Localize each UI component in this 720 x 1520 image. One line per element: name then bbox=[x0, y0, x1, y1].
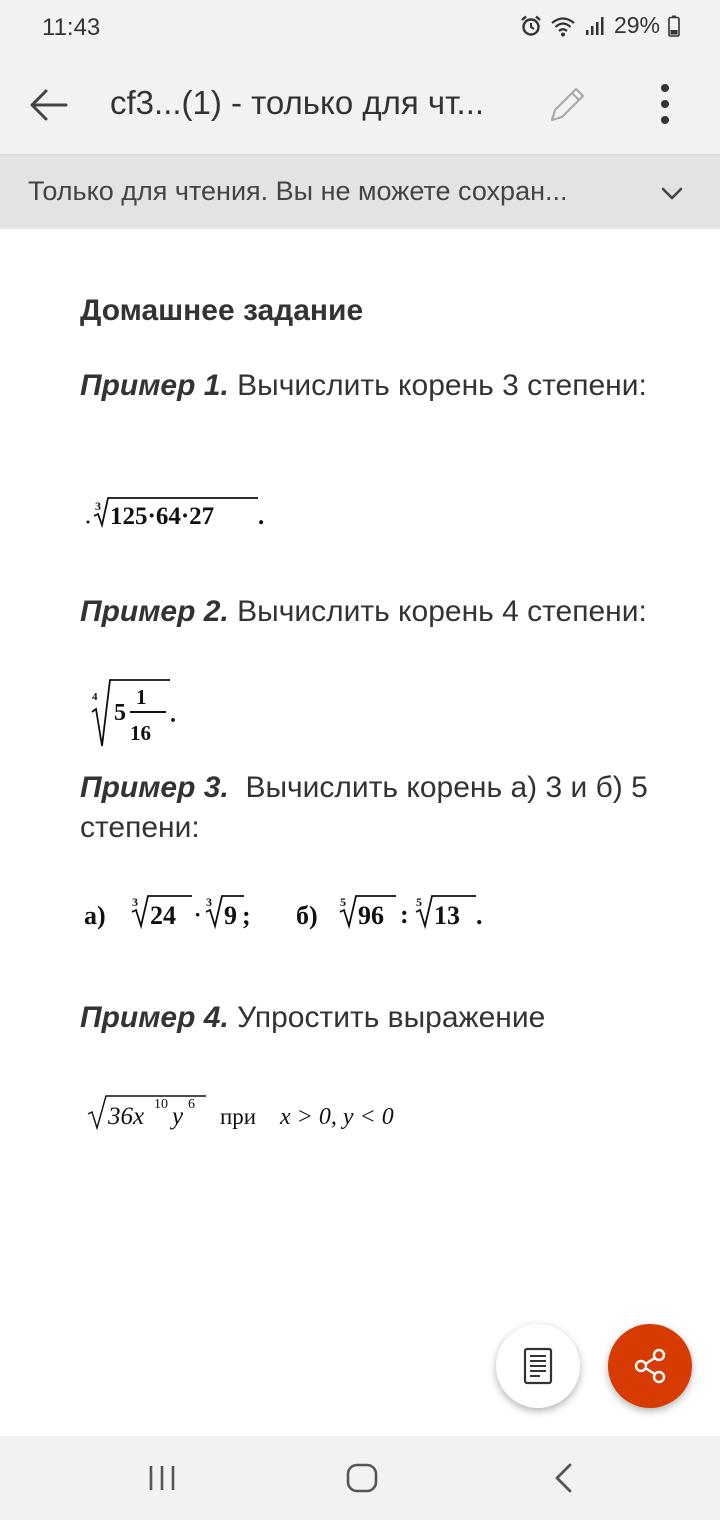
example-2 bbox=[80, 592, 650, 632]
pencil-icon[interactable] bbox=[546, 82, 590, 126]
svg-text::: : bbox=[400, 900, 409, 929]
svg-text:5: 5 bbox=[114, 700, 126, 726]
formula-1 bbox=[86, 492, 276, 537]
signal-icon bbox=[584, 15, 606, 37]
back-nav-icon[interactable] bbox=[544, 1458, 584, 1498]
svg-text:1: 1 bbox=[136, 685, 147, 709]
document-heading: Домашнее задание bbox=[80, 294, 364, 327]
svg-text:3: 3 bbox=[95, 499, 101, 513]
svg-text:3: 3 bbox=[132, 895, 138, 909]
share-icon bbox=[630, 1346, 670, 1386]
home-icon[interactable] bbox=[342, 1458, 382, 1498]
share-button[interactable] bbox=[608, 1324, 692, 1408]
reader-view-icon bbox=[523, 1347, 553, 1385]
svg-text:.: . bbox=[258, 503, 265, 530]
svg-text:6: 6 bbox=[188, 1097, 195, 1112]
battery-percent: 29% bbox=[613, 12, 660, 38]
svg-text:;: ; bbox=[242, 901, 251, 930]
svg-text:5: 5 bbox=[340, 895, 346, 909]
system-nav-bar bbox=[0, 1436, 720, 1520]
cube-root-formula bbox=[86, 492, 276, 532]
fourth-root-formula bbox=[90, 676, 200, 750]
svg-text:96: 96 bbox=[358, 901, 384, 930]
status-time: 11:43 bbox=[42, 14, 101, 41]
formula-2 bbox=[90, 676, 200, 755]
svg-text:36x: 36x bbox=[108, 1103, 145, 1130]
svg-text:125·64·27: 125·64·27 bbox=[110, 503, 215, 530]
example-text: Вычислить корень а) 3 и б) 5 степени: bbox=[80, 771, 657, 844]
battery-icon bbox=[668, 15, 680, 37]
example-4 bbox=[80, 998, 650, 1038]
formula-4 bbox=[84, 1086, 444, 1141]
svg-text:3: 3 bbox=[206, 895, 212, 909]
svg-text:y: y bbox=[172, 1103, 184, 1130]
arrow-left-icon[interactable] bbox=[26, 82, 72, 128]
svg-text:9: 9 bbox=[224, 901, 237, 930]
chevron-down-icon[interactable] bbox=[656, 177, 688, 209]
svg-text:10: 10 bbox=[154, 1097, 168, 1112]
svg-text:16: 16 bbox=[130, 721, 151, 745]
example-label: Пример 3. bbox=[80, 771, 229, 804]
more-vertical-icon[interactable] bbox=[650, 80, 680, 130]
status-bar bbox=[0, 0, 720, 56]
svg-text:б): б) bbox=[296, 901, 318, 930]
example-text: Вычислить корень 4 степени: bbox=[228, 595, 647, 628]
read-only-message: Только для чтения. Вы не можете сохран... bbox=[28, 176, 568, 206]
svg-text:5: 5 bbox=[416, 895, 422, 909]
svg-text:.: . bbox=[476, 901, 483, 930]
example-text: Вычислить корень 3 степени: bbox=[228, 369, 647, 402]
svg-text:а): а) bbox=[84, 901, 106, 930]
read-only-banner[interactable] bbox=[0, 155, 720, 229]
roots-product-formula bbox=[84, 886, 524, 936]
simplify-root-formula bbox=[84, 1086, 444, 1136]
svg-text:24: 24 bbox=[150, 901, 176, 930]
app-bar bbox=[0, 56, 720, 155]
status-icons bbox=[520, 12, 680, 39]
formula-3 bbox=[84, 886, 524, 941]
reader-view-button[interactable] bbox=[496, 1324, 580, 1408]
example-label: Пример 4. bbox=[80, 1001, 229, 1034]
wifi-icon bbox=[550, 15, 576, 37]
recent-apps-icon[interactable] bbox=[142, 1458, 182, 1498]
alarm-icon bbox=[520, 15, 542, 37]
example-label: Пример 2. bbox=[80, 595, 229, 628]
svg-text:13: 13 bbox=[434, 901, 460, 930]
example-label: Пример 1. bbox=[80, 369, 229, 402]
svg-text:при: при bbox=[220, 1104, 257, 1129]
example-1 bbox=[80, 366, 650, 406]
example-text: Упростить выражение bbox=[228, 1001, 546, 1034]
svg-text:4: 4 bbox=[92, 691, 98, 703]
document-title: cf3...(1) - только для чт... bbox=[110, 84, 485, 121]
svg-text:·: · bbox=[194, 902, 202, 927]
example-3 bbox=[80, 768, 657, 848]
svg-text:.: . bbox=[170, 702, 176, 728]
svg-text:x > 0, y < 0: x > 0, y < 0 bbox=[280, 1104, 394, 1130]
